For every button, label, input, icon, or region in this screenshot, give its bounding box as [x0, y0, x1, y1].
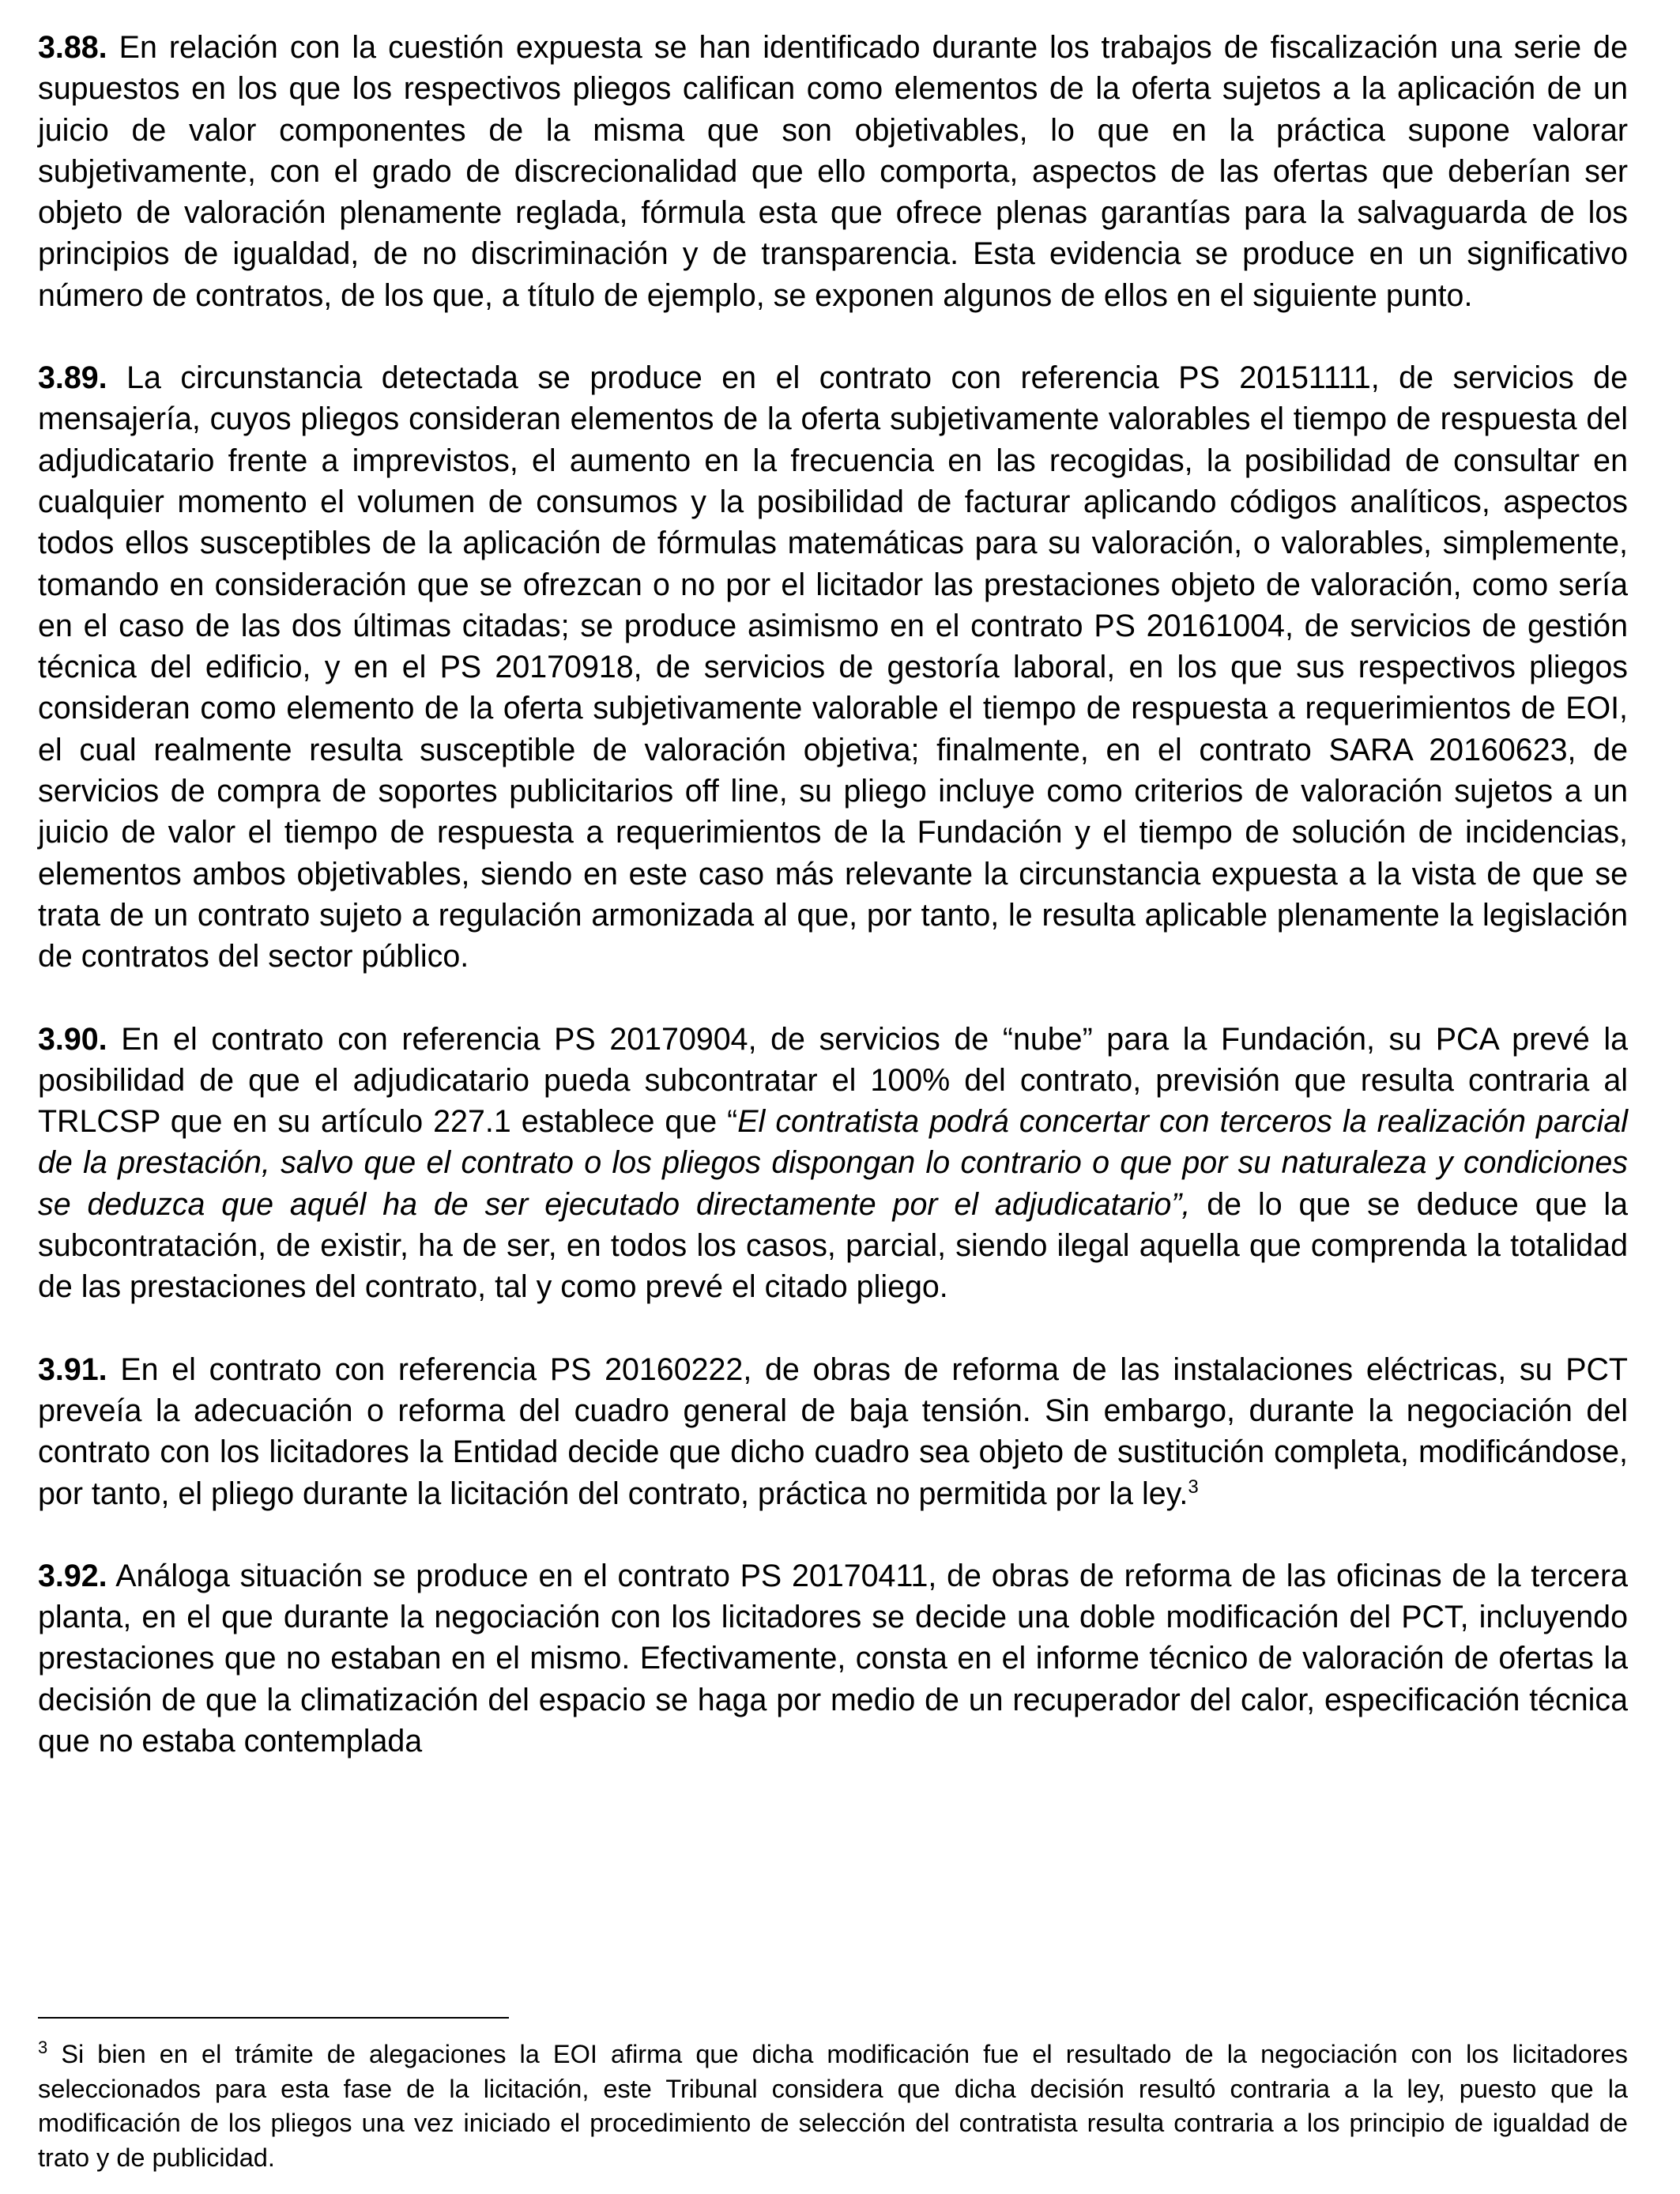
paragraph-text: En relación con la cuestión expuesta se han identificado durante los trabajos de fiscalización una serie de supuestos en los que los respectivos pliegos califican como elementos de la oferta sujetos a la aplicación de un juicio de valor componentes de la misma que son objetivables, lo que en la práctica supone valorar subjetivamente, con el grado de discrecionalidad que ello comporta, aspectos de las ofertas que deberían ser objeto de valoración plenamente reglada, fórmula esta que ofrece plenas garantías para la salvaguarda de los principios de igualdad, de no discriminación y de transparencia. Esta evidencia se produce en un significativo número de contratos, de los que, a título de ejemplo, se exponen algunos de ellos en el siguiente punto. [38, 30, 1628, 313]
paragraph-3-91 [38, 1349, 1628, 1514]
paragraph-3-90 [38, 1019, 1628, 1308]
paragraph-3-92 [38, 1555, 1628, 1762]
legal-quote: El contratista podrá concertar con terceros la realización parcial de la prestación, salvo que el contrato o los pliegos dispongan lo contrario o que por su naturaleza y condiciones se deduzca que aquél ha de ser ejecutado directamente por el adjudicatario”, [38, 1104, 1628, 1222]
paragraph-text: En el contrato con referencia PS 20170904, de servicios de “nube” para la Fundación, su PCA prevé la posibilidad de que el adjudicatario pueda subcontratar el 100% del contrato, previsión que resulta contraria al TRLCSP que en su artículo 227.1 establece que “ [38, 1021, 1628, 1140]
paragraph-number: 3.92. [38, 1558, 107, 1593]
footnote [38, 2038, 1628, 2175]
paragraph-text: La circunstancia detectada se produce en el contrato con referencia PS 20151111, de servicios de mensajería, cuyos pliegos consideran elementos de la oferta subjetivamente valorables el tiempo de respuesta del adjudicatario frente a imprevistos, el aumento en la frecuencia en las recogidas, la posibilidad de consultar en cualquier momento el volumen de consumos y la posibilidad de facturar aplicando códigos analíticos, aspectos todos ellos susceptibles de la aplicación de fórmulas matemáticas para su valoración, o valorables, simplemente, tomando en consideración que se ofrezcan o no por el licitador las prestaciones objeto de valoración, como sería en el caso de las dos últimas citadas; se produce asimismo en el contrato PS 20161004, de servicios de gestión técnica del edificio, y en el PS 20170918, de servicios de gestoría laboral, en los que sus respectivos pliegos consideran como elemento de la oferta subjetivamente valorable el tiempo de respuesta a requerimientos de EOI, el cual realmente resulta susceptible de valoración objetiva; finalmente, en el contrato SARA 20160623, de servicios de compra de soportes publicitarios off line, su pliego incluye como criterios de valoración sujetos a un juicio de valor el tiempo de respuesta a requerimientos de la Fundación y el tiempo de solución de incidencias, elementos ambos objetivables, siendo en este caso más relevante la circunstancia expuesta a la vista de que se trata de un contrato sujeto a regulación armonizada al que, por tanto, le resulta aplicable plenamente la legislación de contratos del sector público. [38, 360, 1628, 974]
footnote-marker: 3 [38, 2038, 48, 2058]
footnote-reference[interactable]: 3 [1188, 1476, 1199, 1498]
footnote-text: Si bien en el trámite de alegaciones la EOI afirma que dicha modificación fue el resultado de la negociación con los licitadores seleccionados para esta fase de la licitación, este Tribunal considera que dicha decisión resultó contraria a la ley, puesto que la modificación de los pliegos una vez iniciado el procedimiento de selección del contratista resulta contraria a los principio de igualdad de trato y de publicidad. [38, 2040, 1628, 2172]
document-body [38, 27, 1628, 1803]
paragraph-text-continued: de lo que se deduce que la subcontratación, de existir, ha de ser, en todos los casos, parcial, siendo ilegal aquella que comprenda la totalidad de las prestaciones del contrato, tal y como prevé el citado pliego. [38, 1186, 1628, 1305]
paragraph-number: 3.88. [38, 30, 107, 65]
paragraph-text: En el contrato con referencia PS 20160222, de obras de reforma de las instalaciones eléctricas, su PCT preveía la adecuación o reforma del cuadro general de baja tensión. Sin embargo, durante la negociación del contrato con los licitadores la Entidad decide que dicho cuadro sea objeto de sustitución completa, modificándose, por tanto, el pliego durante la licitación del contrato, práctica no permitida por la ley. [38, 1351, 1628, 1511]
paragraph-number: 3.90. [38, 1021, 107, 1057]
paragraph-text: Análoga situación se produce en el contrato PS 20170411, de obras de reforma de las oficinas de la tercera planta, en el que durante la negociación con los licitadores se decide una doble modificación del PCT, incluyendo prestaciones que no estaban en el mismo. Efectivamente, consta en el informe técnico de valoración de ofertas la decisión de que la climatización del espacio se haga por medio de un recuperador del calor, especificación técnica que no estaba contemplada [38, 1558, 1628, 1759]
paragraph-3-88 [38, 27, 1628, 316]
footnote-separator [38, 2017, 509, 2019]
paragraph-number: 3.89. [38, 360, 107, 396]
paragraph-3-89 [38, 357, 1628, 977]
paragraph-number: 3.91. [38, 1351, 107, 1387]
